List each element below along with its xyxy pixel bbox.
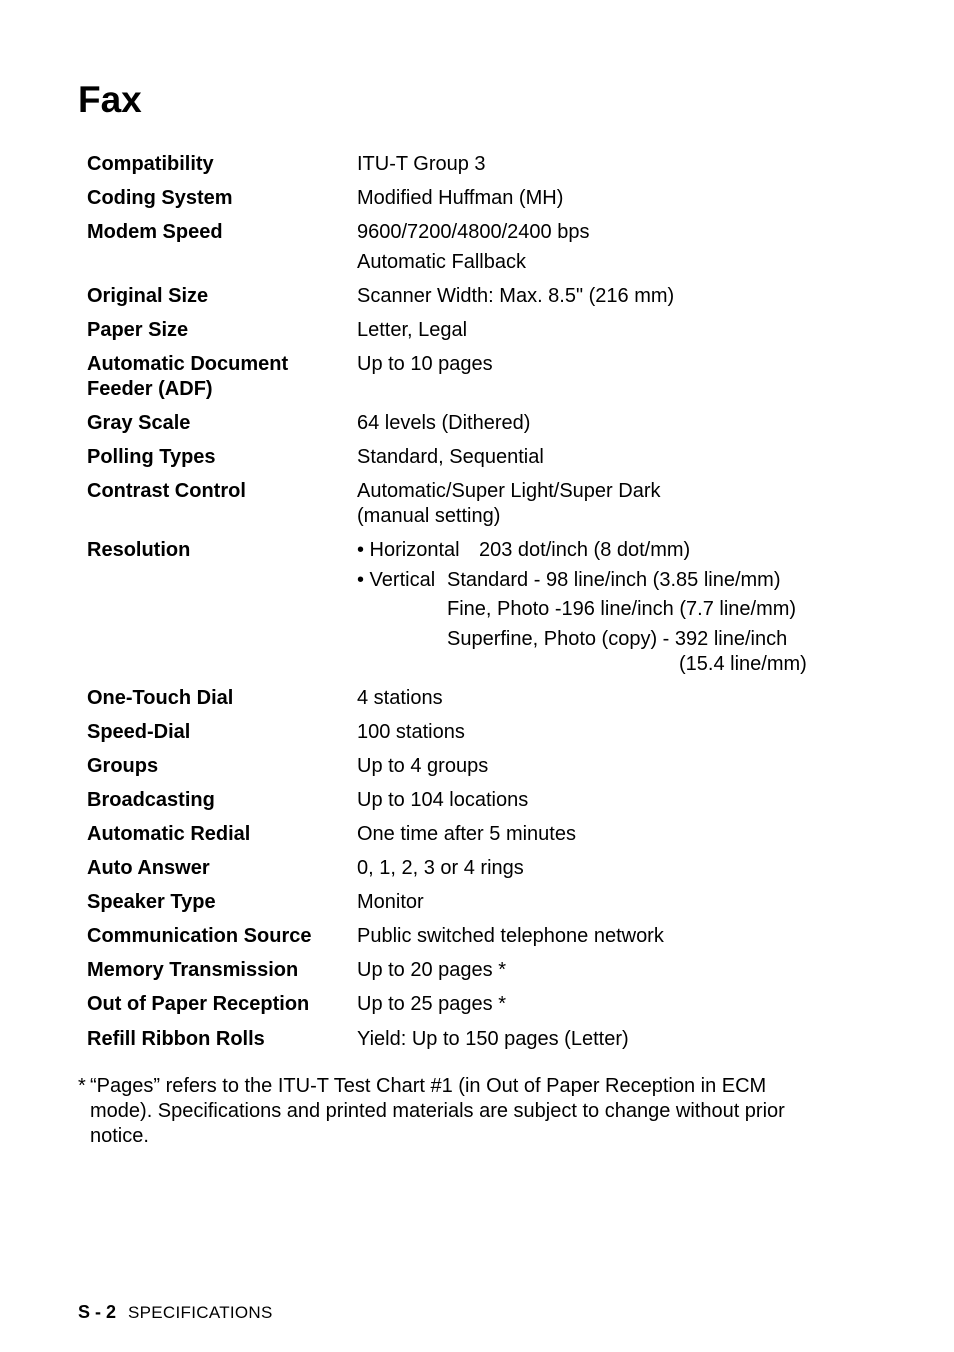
spec-value <box>357 822 877 847</box>
spec-label: Out of Paper Reception <box>87 993 310 1015</box>
spec-label: Gray Scale <box>87 412 191 434</box>
resolution-horizontal-value: 203 dot/inch (8 dot/mm) <box>479 539 691 561</box>
spec-value <box>357 924 877 949</box>
spec-value-line: Up to 25 pages * <box>357 993 506 1015</box>
spec-label: Compatibility <box>87 153 214 175</box>
spec-label: Broadcasting <box>87 789 215 811</box>
spec-value-line: Yield: Up to 150 pages (Letter) <box>357 1028 629 1050</box>
spec-label: Polling Types <box>87 446 216 468</box>
spec-value-line: Letter, Legal <box>357 319 468 341</box>
spec-value-line: Scanner Width: Max. 8.5" (216 mm) <box>357 285 675 307</box>
spec-value-line: Public switched telephone network <box>357 925 664 947</box>
spec-value <box>357 720 877 745</box>
spec-value-line: 64 levels (Dithered) <box>357 412 531 434</box>
resolution-vertical-value: Fine, Photo -196 line/inch (7.7 line/mm) <box>447 598 797 620</box>
spec-label: Auto Answer <box>87 857 210 879</box>
spec-value <box>357 890 877 915</box>
spec-row-resolution <box>87 538 887 675</box>
spec-value <box>357 318 877 343</box>
spec-label: Original Size <box>87 285 209 307</box>
section-name: SPECIFICATIONS <box>128 1303 273 1322</box>
spec-value-line: ITU-T Group 3 <box>357 153 486 175</box>
spec-value <box>357 411 877 436</box>
spec-value-line: One time after 5 minutes <box>357 823 576 845</box>
spec-value <box>357 686 877 711</box>
spec-label-line: Feeder (ADF) <box>87 378 213 400</box>
spec-value <box>357 1027 877 1052</box>
spec-value <box>357 479 877 529</box>
spec-value-line: Standard, Sequential <box>357 446 544 468</box>
resolution-horizontal-label: • Horizontal <box>357 539 460 561</box>
spec-label: Automatic Redial <box>87 823 251 845</box>
spec-value <box>357 754 877 779</box>
spec-label: Modem Speed <box>87 221 223 243</box>
spec-label: Refill Ribbon Rolls <box>87 1028 265 1050</box>
resolution-vertical-value: (15.4 line/mm) <box>679 653 807 675</box>
spec-value-line: Automatic Fallback <box>357 251 526 273</box>
spec-label: Speed-Dial <box>87 721 191 743</box>
spec-value-resolution <box>357 538 877 675</box>
spec-label <box>87 352 347 402</box>
spec-label: Groups <box>87 755 159 777</box>
spec-value-line: (manual setting) <box>357 505 501 527</box>
page-title: Fax <box>78 79 142 120</box>
resolution-vertical-value: Standard - 98 line/inch (3.85 line/mm) <box>447 569 781 591</box>
spec-value-line: 4 stations <box>357 687 443 709</box>
resolution-vertical-value: Superfine, Photo (copy) - 392 line/inch <box>447 628 788 650</box>
spec-value <box>357 856 877 881</box>
spec-label: One-Touch Dial <box>87 687 234 709</box>
spec-label: Paper Size <box>87 319 189 341</box>
footnote-text: “Pages” refers to the ITU-T Test Chart #1 (in Out of Paper Reception in ECM mode). Specifications and printed materials are subject to change without prior notice. <box>90 1075 785 1147</box>
spec-value <box>357 788 877 813</box>
spec-value <box>357 284 877 309</box>
spec-value-line: Up to 4 groups <box>357 755 489 777</box>
spec-value <box>357 992 877 1017</box>
spec-value-line: Up to 20 pages * <box>357 959 506 981</box>
spec-label: Communication Source <box>87 925 312 947</box>
spec-value <box>357 186 877 211</box>
spec-label: Speaker Type <box>87 891 216 913</box>
resolution-vertical-label: • Vertical <box>357 569 436 591</box>
footnote-marker: * <box>78 1075 86 1097</box>
spec-label: Memory Transmission <box>87 959 299 981</box>
spec-value <box>357 352 877 377</box>
spec-value <box>357 445 877 470</box>
spec-value <box>357 152 877 177</box>
spec-value-line: 100 stations <box>357 721 465 743</box>
spec-label: Coding System <box>87 187 233 209</box>
spec-value-line: Monitor <box>357 891 424 913</box>
spec-value-line: 9600/7200/4800/2400 bps <box>357 221 590 243</box>
spec-value-line: Automatic/Super Light/Super Dark <box>357 480 661 502</box>
spec-label: Resolution <box>87 539 191 561</box>
spec-value <box>357 958 877 983</box>
page-footer <box>78 1301 273 1324</box>
page-number: S - 2 <box>78 1302 117 1322</box>
spec-value-line: 0, 1, 2, 3 or 4 rings <box>357 857 524 879</box>
spec-value-line: Up to 104 locations <box>357 789 529 811</box>
spec-value-line: Up to 10 pages <box>357 353 493 375</box>
spec-value <box>357 220 877 275</box>
spec-label-line: Automatic Document <box>87 353 289 375</box>
spec-value-line: Modified Huffman (MH) <box>357 187 564 209</box>
spec-label: Contrast Control <box>87 480 246 502</box>
